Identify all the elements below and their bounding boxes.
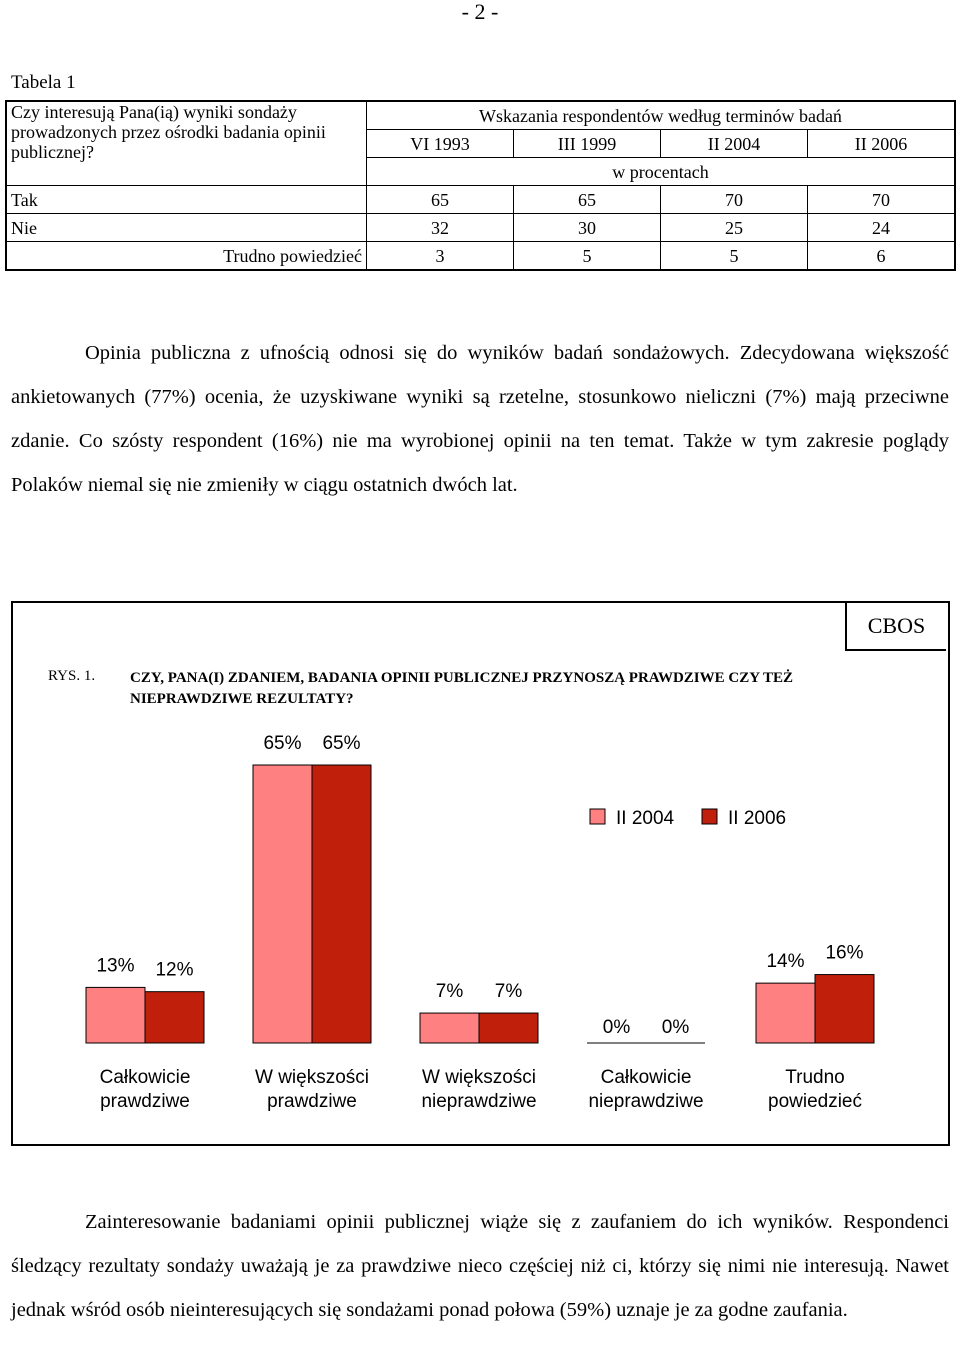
data-label: 0%: [602, 1017, 631, 1038]
data-label: 12%: [155, 959, 194, 981]
table-cell: 32: [367, 214, 514, 242]
paragraph-2: [11, 1200, 949, 1332]
bar: [312, 765, 371, 1043]
table-cell: 24: [808, 214, 956, 242]
term-header: VI 1993: [367, 130, 514, 158]
term-header: II 2006: [808, 130, 956, 158]
category-label: nieprawdziwe: [588, 1091, 704, 1112]
category-label: prawdziwe: [267, 1091, 357, 1112]
data-label: 7%: [435, 981, 464, 1003]
figure-label: RYS. 1.: [48, 668, 96, 684]
legend-swatch: [590, 809, 605, 824]
table-cell: 3: [367, 242, 514, 271]
chart-title: CZY, PANA(I) ZDANIEM, BADANIA OPINII PUBLICZNEJ PRZYNOSZĄ PRAWDZIWE CZY TEŻ NIEPRAWDZIWE REZULTATY?: [130, 670, 794, 707]
bar: [145, 992, 204, 1043]
table-cell: 5: [514, 242, 661, 271]
bar: [815, 975, 874, 1043]
table-cell: 5: [661, 242, 808, 271]
table-cell: 6: [808, 242, 956, 271]
bar: [253, 765, 312, 1043]
unit-header: w procentach: [367, 158, 956, 186]
data-label: 7%: [494, 981, 523, 1003]
data-label: 14%: [766, 951, 805, 973]
row-label: Tak: [6, 186, 367, 214]
row-label: Nie: [6, 214, 367, 242]
category-label: Całkowicie: [99, 1067, 191, 1088]
table-caption: Tabela 1: [11, 72, 76, 93]
source-label: CBOS: [845, 601, 946, 651]
category-label: W większości: [421, 1067, 537, 1088]
table-cell: 25: [661, 214, 808, 242]
bar: [86, 987, 145, 1043]
paragraph-2-text: Zainteresowanie badaniami opinii publicznej wiąże się z zaufaniem do ich wyników. Respondenci śledzący rezultaty sondaży uważają je za prawdziwe nieco częściej niż ci, którzy się nimi nie interesują. Nawet jednak wśród osób nieinteresujących się sondażami ponad połowa (59%) uznaje je za godne zaufania.: [11, 1211, 949, 1321]
table-cell: 65: [514, 186, 661, 214]
bar: [479, 1013, 538, 1043]
table-cell: 70: [808, 186, 956, 214]
question-cell: Czy interesują Pana(ią) wyniki sondaży prowadzonych przez ośrodki badania opinii publicznej?: [6, 101, 367, 186]
table-cell: 30: [514, 214, 661, 242]
category-label: powiedzieć: [768, 1091, 862, 1112]
category-label: Trudno: [785, 1067, 845, 1088]
category-label: prawdziwe: [100, 1091, 190, 1112]
data-label: 65%: [322, 733, 361, 754]
legend-label: II 2006: [728, 808, 787, 829]
header-group: Wskazania respondentów według terminów badań: [367, 101, 956, 130]
paragraph-1-text: Opinia publiczna z ufnością odnosi się do wyników badań sondażowych. Zdecydowana większość ankietowanych (77%) ocenia, że uzyskiwane wyniki są rzetelne, stosunkowo nieliczni (7%) mają przeciwne zdanie. Co szósty respondent (16%) nie ma wyrobionej opinii na ten temat. Także w tym zakresie poglądy Polaków niemal się nie zmieniły w ciągu ostatnich dwóch lat.: [11, 342, 949, 496]
category-label: W większości: [254, 1067, 370, 1088]
data-label: 13%: [96, 955, 135, 977]
page-number: - 2 -: [461, 0, 499, 24]
table-cell: 65: [367, 186, 514, 214]
bar: [420, 1013, 479, 1043]
term-header: II 2004: [661, 130, 808, 158]
data-label: 65%: [263, 733, 302, 754]
term-header: III 1999: [514, 130, 661, 158]
category-label: nieprawdziwe: [421, 1091, 537, 1112]
data-label: 0%: [661, 1017, 690, 1038]
bar: [756, 983, 815, 1043]
table-cell: 70: [661, 186, 808, 214]
legend-label: II 2004: [616, 808, 675, 829]
data-label: 16%: [825, 942, 864, 964]
legend-swatch: [702, 809, 717, 824]
row-label: Trudno powiedzieć: [6, 242, 367, 271]
category-label: Całkowicie: [600, 1067, 692, 1088]
